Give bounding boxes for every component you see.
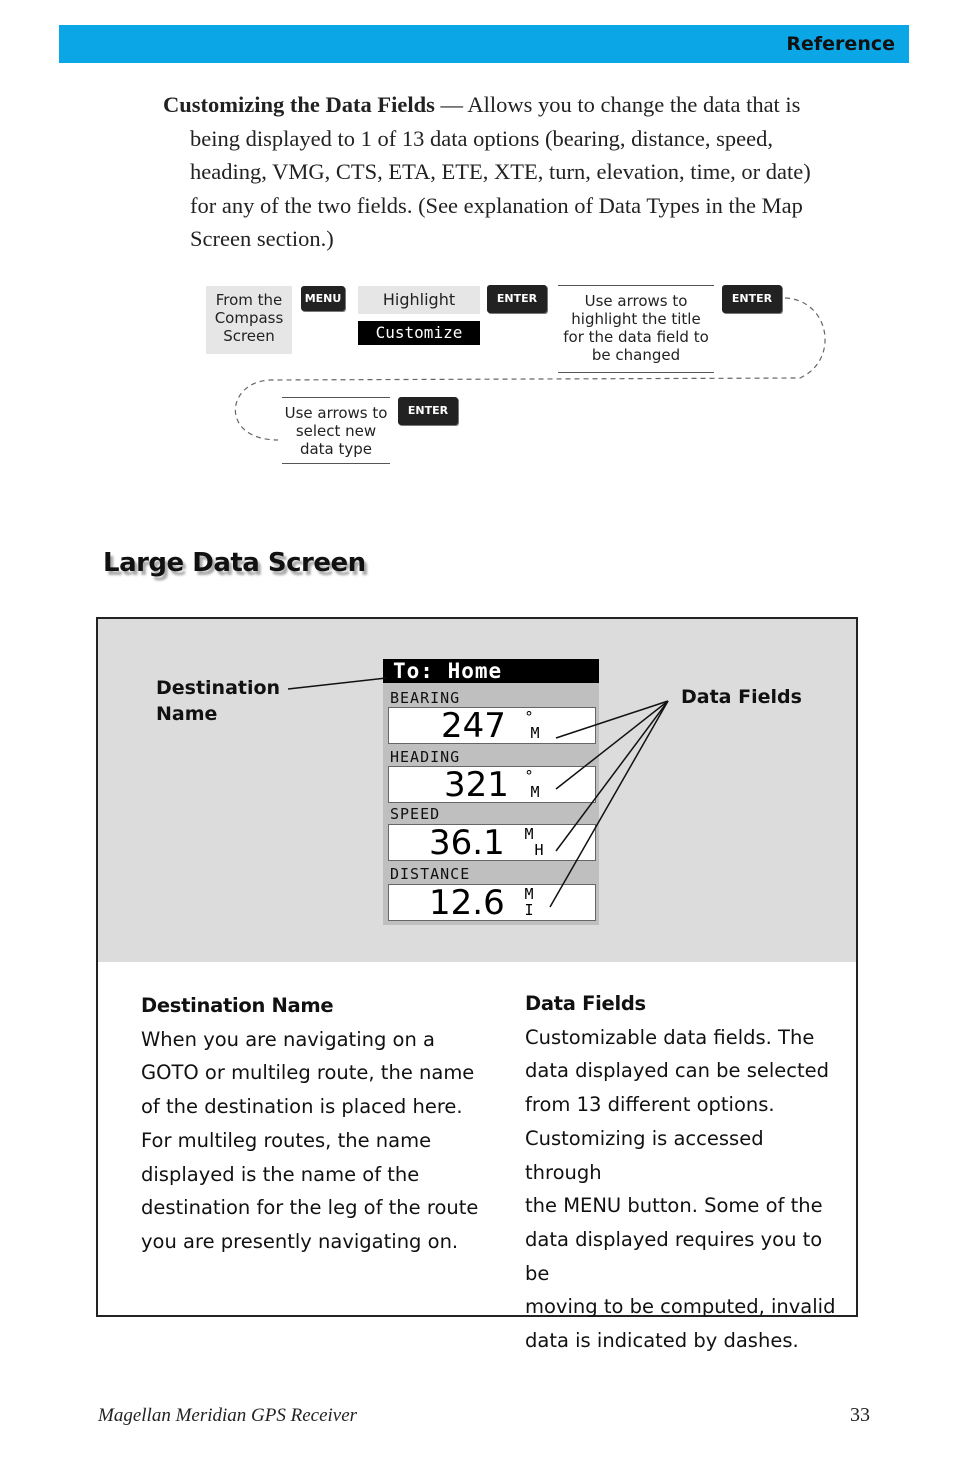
intro-line: heading, VMG, CTS, ETA, ETE, XTE, turn, elevation, time, or date)	[190, 159, 811, 185]
field-value: 321	[444, 765, 509, 805]
flow-connectors	[0, 0, 954, 480]
intro-line: being displayed to 1 of 13 data options (bearing, distance, speed,	[190, 125, 773, 151]
field-label-distance: DISTANCE	[390, 865, 471, 883]
intro-line: Screen section.)	[190, 226, 334, 252]
field-value: 12.6	[429, 883, 505, 923]
column-heading: Destination Name	[141, 994, 334, 1017]
figure-illustration-area	[98, 619, 856, 962]
divider	[282, 397, 390, 398]
divider	[558, 372, 714, 373]
divider	[558, 285, 714, 286]
footer-document-title: Magellan Meridian GPS Receiver	[98, 1405, 358, 1426]
divider	[282, 463, 390, 464]
field-label-bearing: BEARING	[390, 689, 461, 707]
section-label: Reference	[786, 33, 895, 55]
field-value: 247	[441, 706, 506, 746]
page-number: 33	[850, 1404, 870, 1426]
flow-step-highlight-title: Use arrows to highlight the title for the data field to be changed	[563, 292, 709, 364]
callout-destination-name: Destination Name	[156, 677, 281, 725]
unit-bottom: M	[530, 783, 540, 801]
column-heading: Data Fields	[525, 992, 646, 1015]
callout-data-fields: Data Fields	[681, 686, 802, 708]
callout-leader-lines	[98, 619, 856, 962]
enter-key: ENTER	[398, 397, 458, 425]
intro-line: for any of the two fields. (See explanation of Data Types in the Map	[190, 192, 803, 218]
enter-key: ENTER	[722, 285, 782, 313]
data-fields-description: Data Fields Customizable data fields. The data displayed can be selected from 13 different options. Customizing is accessed through the MENU button. Some of the data displayed requires you to be moving to be computed, invalid data is indicated by dashes.	[525, 987, 845, 1358]
large-data-screen-figure	[96, 617, 858, 1353]
unit-top: M	[524, 885, 534, 903]
unit-top: °	[524, 708, 534, 726]
enter-key: ENTER	[487, 285, 547, 313]
unit-bottom: H	[534, 841, 544, 859]
destination-name-description: Destination Name When you are navigating on a GOTO or multileg route, the name of the destination is placed here. For multileg routes, the name displayed is the name of the destination for the leg of the route you are presently navigating on.	[141, 989, 481, 1259]
section-title: Large Data Screen	[103, 548, 366, 578]
unit-top: °	[524, 767, 534, 785]
field-label-heading: HEADING	[390, 748, 461, 766]
intro-line: Customizing the Data Fields — Allows you to change the data that is	[163, 92, 801, 117]
menu-key: MENU	[301, 286, 345, 311]
unit-top: M	[524, 825, 534, 843]
flow-step-compass-screen: From the Compass Screen	[206, 286, 292, 354]
destination-title-bar: To: Home	[383, 659, 599, 683]
flow-step-select-type: Use arrows to select new data type	[284, 404, 388, 458]
customize-menu-item: Customize	[358, 321, 480, 345]
unit-bottom: I	[524, 901, 534, 919]
flow-diagram	[0, 0, 954, 480]
intro-term: Customizing the Data Fields	[163, 92, 435, 117]
unit-bottom: M	[530, 724, 540, 742]
flow-highlight-label: Highlight	[358, 286, 480, 314]
field-value: 36.1	[429, 823, 505, 863]
field-label-speed: SPEED	[390, 805, 441, 823]
